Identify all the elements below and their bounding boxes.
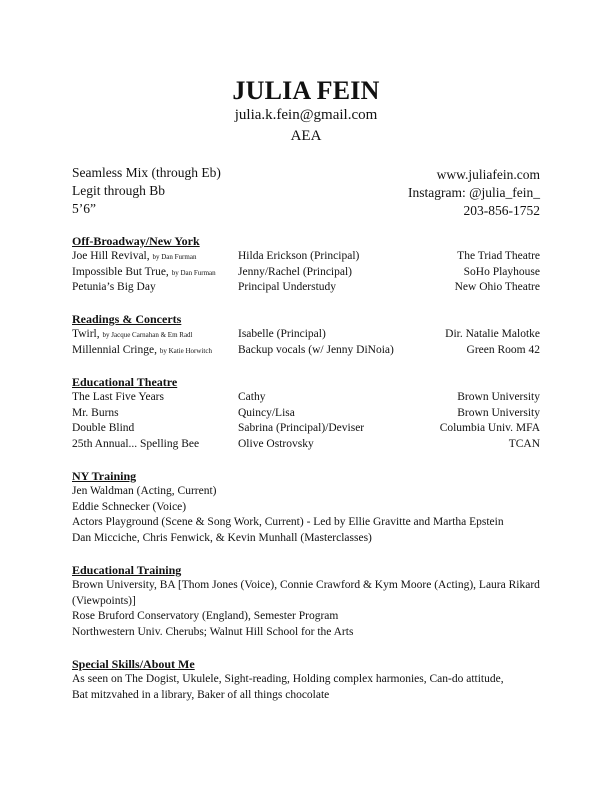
venue: Brown University [457, 406, 540, 419]
height: 5’6” [72, 201, 96, 216]
venue: The Triad Theatre [457, 250, 540, 262]
vocal-info [72, 164, 221, 218]
role: Sabrina (Principal)/Deviser [238, 422, 365, 435]
role: Jenny/Rachel (Principal) [238, 265, 353, 278]
role: Cathy [238, 391, 266, 403]
venue: Dir. Natalie Malotke [445, 328, 540, 340]
venue: Brown University [457, 391, 540, 403]
show-author: by Dan Furman [171, 268, 216, 277]
show-title: Double Blind [72, 422, 135, 435]
role: Backup vocals (w/ Jenny DiNoia) [238, 343, 394, 356]
email-address: julia.k.fein@gmail.com [234, 107, 378, 123]
training-line: Brown University, BA [Thom Jones (Voice), Connie Crawford & Kym Moore (Acting), Laura Rikard [72, 579, 540, 591]
section-title: Special Skills/About Me [72, 657, 195, 671]
section-educational-theatre [72, 374, 540, 453]
contact-info [408, 166, 540, 220]
show-title: Impossible But True, [72, 265, 169, 278]
skills-line: Bat mitzvahed in a library, Baker of all things chocolate [72, 688, 330, 701]
website: www.juliafein.com [436, 167, 540, 182]
training-line: Dan Micciche, Chris Fenwick, & Kevin Munhall (Masterclasses) [72, 532, 372, 545]
venue: Green Room 42 [466, 343, 540, 356]
section-title: Educational Training [72, 563, 182, 577]
role: Principal Understudy [238, 281, 337, 294]
section-readings-concerts [72, 311, 540, 358]
venue: TCAN [508, 438, 540, 451]
show-title: Twirl, [72, 328, 100, 340]
role: Hilda Erickson (Principal) [238, 250, 360, 262]
credit-row [72, 327, 540, 343]
credit-row [72, 406, 540, 422]
role: Quincy/Lisa [238, 406, 295, 419]
venue: Columbia Univ. MFA [439, 422, 540, 435]
training-line: Northwestern Univ. Cherubs; Walnut Hill School for the Arts [72, 626, 354, 639]
venue: SoHo Playhouse [463, 265, 540, 278]
credit-row [72, 437, 540, 453]
credit-row [72, 265, 540, 281]
show-title: Mr. Burns [72, 406, 119, 419]
show-title: Joe Hill Revival, [72, 250, 150, 262]
training-line: Eddie Schnecker (Voice) [72, 500, 187, 513]
phone-number: 203-856-1752 [463, 203, 540, 218]
section-title: Educational Theatre [72, 375, 178, 389]
show-title: The Last Five Years [72, 391, 164, 403]
venue: New Ohio Theatre [454, 281, 540, 294]
show-author: by Katie Horwitch [159, 346, 212, 355]
training-line: (Viewpoints)] [72, 594, 136, 607]
show-title: Petunia’s Big Day [72, 281, 156, 294]
section-title: NY Training [72, 469, 137, 483]
resume-name: JULIA FEIN [232, 76, 380, 105]
training-line: Rose Bruford Conservatory (England), Semester Program [72, 610, 339, 623]
union-affiliation: AEA [290, 128, 322, 144]
section-off-broadway [72, 233, 540, 296]
section-ny-training [72, 468, 540, 547]
section-special-skills [72, 656, 540, 703]
credit-row [72, 390, 540, 406]
vocal-range-mix: Seamless Mix (through Eb) [72, 165, 221, 180]
section-title: Readings & Concerts [72, 312, 182, 326]
instagram-handle: Instagram: @julia_fein_ [407, 185, 540, 200]
role: Olive Ostrovsky [238, 438, 314, 451]
show-author: by Jacque Carnahan & Em Radl [102, 331, 193, 339]
credit-row [72, 421, 540, 437]
training-line: Actors Playground (Scene & Song Work, Current) - Led by Ellie Gravitte and Martha Epstein [72, 516, 504, 529]
credit-row [72, 249, 540, 265]
section-educational-training [72, 562, 540, 641]
credit-row [72, 343, 540, 359]
training-line: Jen Waldman (Acting, Current) [72, 485, 217, 497]
role: Isabelle (Principal) [238, 328, 326, 340]
credit-row [72, 280, 540, 296]
show-title: Millennial Cringe, [72, 343, 157, 356]
show-title: 25th Annual... Spelling Bee [72, 438, 200, 451]
skills-line: As seen on The Dogist, Ukulele, Sight-reading, Holding complex harmonies, Can-do attitude, [72, 673, 504, 685]
show-author: by Dan Furman [152, 253, 197, 261]
section-title: Off-Broadway/New York [72, 234, 200, 248]
vocal-range-legit: Legit through Bb [72, 183, 165, 198]
